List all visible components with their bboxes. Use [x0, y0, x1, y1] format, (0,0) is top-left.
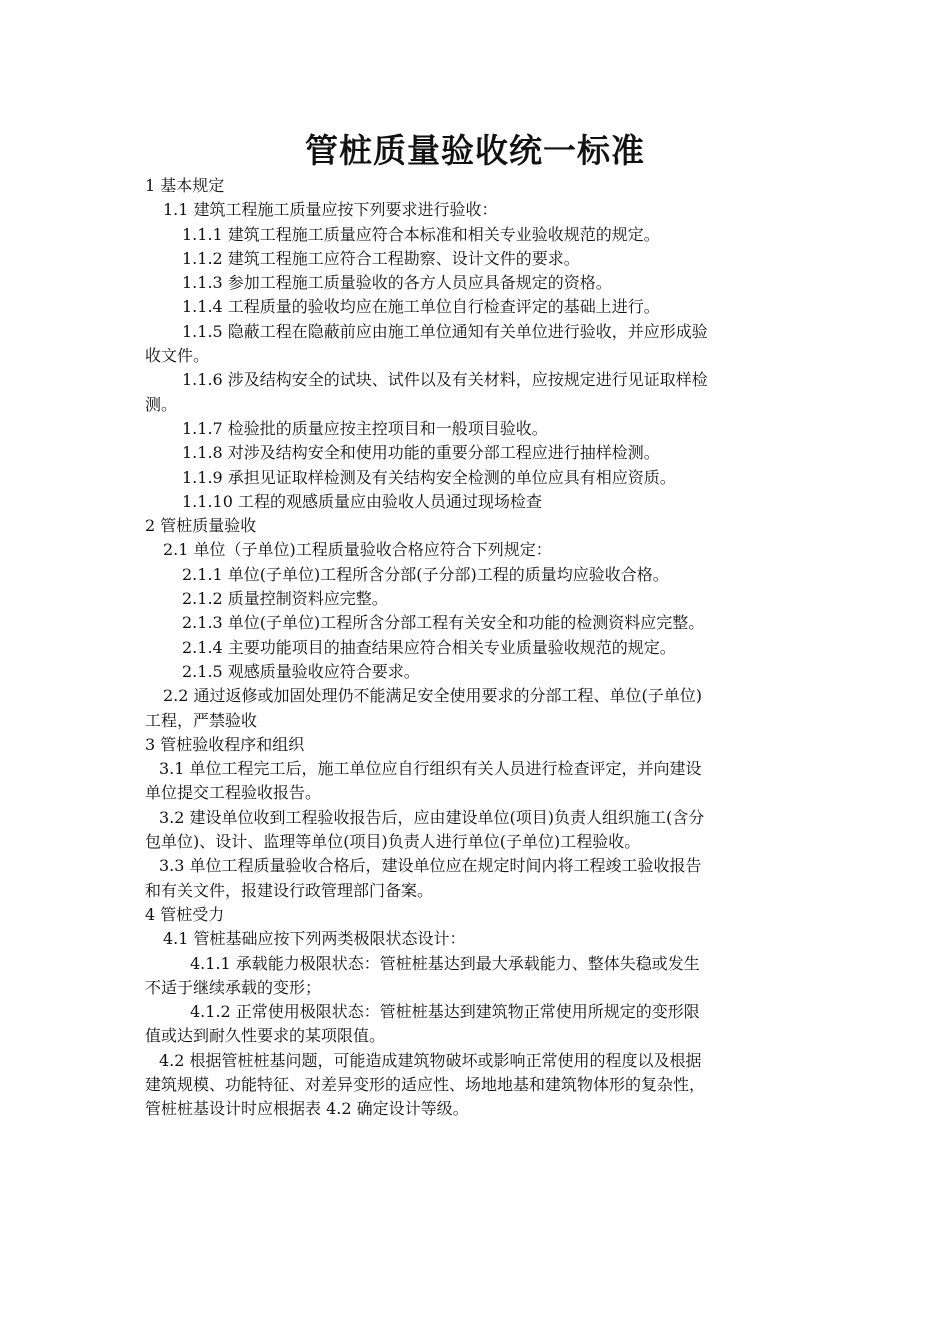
text-line: 和有关文件，报建设行政管理部门备案。	[145, 880, 434, 900]
text-line: 2.1 单位（子单位)工程质量验收合格应符合下列规定：	[163, 540, 552, 560]
text-line: 4.2 根据管桩桩基问题，可能造成建筑物破坏或影响正常使用的程度以及根据	[159, 1050, 702, 1070]
document-title: 管桩质量验收统一标准	[305, 131, 645, 170]
text-line: 3.3 单位工程质量验收合格后，建设单位应在规定时间内将工程竣工验收报告	[159, 856, 702, 876]
text-line: 工程，严禁验收	[145, 710, 258, 730]
document-body	[145, 174, 825, 1122]
text-line: 1.1.9 承担见证取样检测及有关结构安全检测的单位应具有相应资质。	[182, 467, 676, 487]
text-line: 1.1.8 对涉及结构安全和使用功能的重要分部工程应进行抽样检测。	[182, 443, 660, 463]
text-line: 1.1.4 工程质量的验收均应在施工单位自行检查评定的基础上进行。	[182, 297, 660, 317]
text-line: 3.2 建设单位收到工程验收报告后，应由建设单位(项目)负责人组织施工(含分	[159, 807, 705, 827]
text-line: 包单位)、设计、监理等单位(项目)负责人进行单位(子单位)工程验收。	[145, 832, 641, 852]
text-line: 1.1.1 建筑工程施工质量应符合本标准和相关专业验收规范的规定。	[182, 224, 660, 244]
text-line: 4 管桩受力	[145, 904, 225, 924]
text-line: 不适于继续承载的变形；	[145, 977, 322, 997]
text-line: 1.1.2 建筑工程施工应符合工程勘察、设计文件的要求。	[182, 248, 580, 268]
text-line: 3.1 单位工程完工后，施工单位应自行组织有关人员进行检查评定，并向建设	[159, 759, 702, 779]
text-line: 4.1.2 正常使用极限状态：管桩桩基达到建筑物正常使用所规定的变形限	[190, 1002, 700, 1022]
text-line: 2 管桩质量验收	[145, 516, 257, 536]
text-line: 2.1.5 观感质量验收应符合要求。	[182, 661, 420, 681]
text-line: 2.1.1 单位(子单位)工程所含分部(子分部)工程的质量均应验收合格。	[182, 564, 669, 584]
text-line: 2.1.4 主要功能项目的抽查结果应符合相关专业质量验收规范的规定。	[182, 637, 676, 657]
text-line: 1.1.10 工程的观感质量应由验收人员通过现场检查	[182, 491, 542, 511]
text-line: 1.1 建筑工程施工质量应按下列要求进行验收：	[163, 200, 498, 220]
text-line: 1.1.5 隐蔽工程在隐蔽前应由施工单位通知有关单位进行验收，并应形成验	[182, 321, 708, 341]
text-line: 1.1.6 涉及结构安全的试块、试件以及有关材料，应按规定进行见证取样检	[182, 370, 708, 390]
text-line: 管桩桩基设计时应根据表 4.2 确定设计等级。	[145, 1099, 469, 1119]
text-line: 4.1.1 承载能力极限状态：管桩桩基达到最大承载能力、整体失稳或发生	[190, 953, 700, 973]
text-line: 2.1.2 质量控制资料应完整。	[182, 589, 388, 609]
text-line: 2.2 通过返修或加固处理仍不能满足安全使用要求的分部工程、单位(子单位)	[163, 686, 703, 706]
text-line: 4.1 管桩基础应按下列两类极限状态设计：	[163, 929, 466, 949]
text-line: 3 管桩验收程序和组织	[145, 734, 305, 754]
text-line: 收文件。	[145, 346, 210, 366]
text-line: 单位提交工程验收报告。	[145, 783, 322, 803]
text-line: 1.1.7 检验批的质量应按主控项目和一般项目验收。	[182, 418, 548, 438]
text-line: 2.1.3 单位(子单位)工程所含分部工程有关安全和功能的检测资料应完整。	[182, 613, 705, 633]
text-line: 建筑规模、功能特征、对差异变形的适应性、场地地基和建筑物体形的复杂性，	[145, 1074, 706, 1094]
text-line: 1.1.3 参加工程施工质量验收的各方人员应具备规定的资格。	[182, 273, 612, 293]
text-line: 值或达到耐久性要求的某项限值。	[145, 1026, 386, 1046]
text-line: 1 基本规定	[145, 176, 225, 195]
text-line: 测。	[145, 394, 178, 414]
